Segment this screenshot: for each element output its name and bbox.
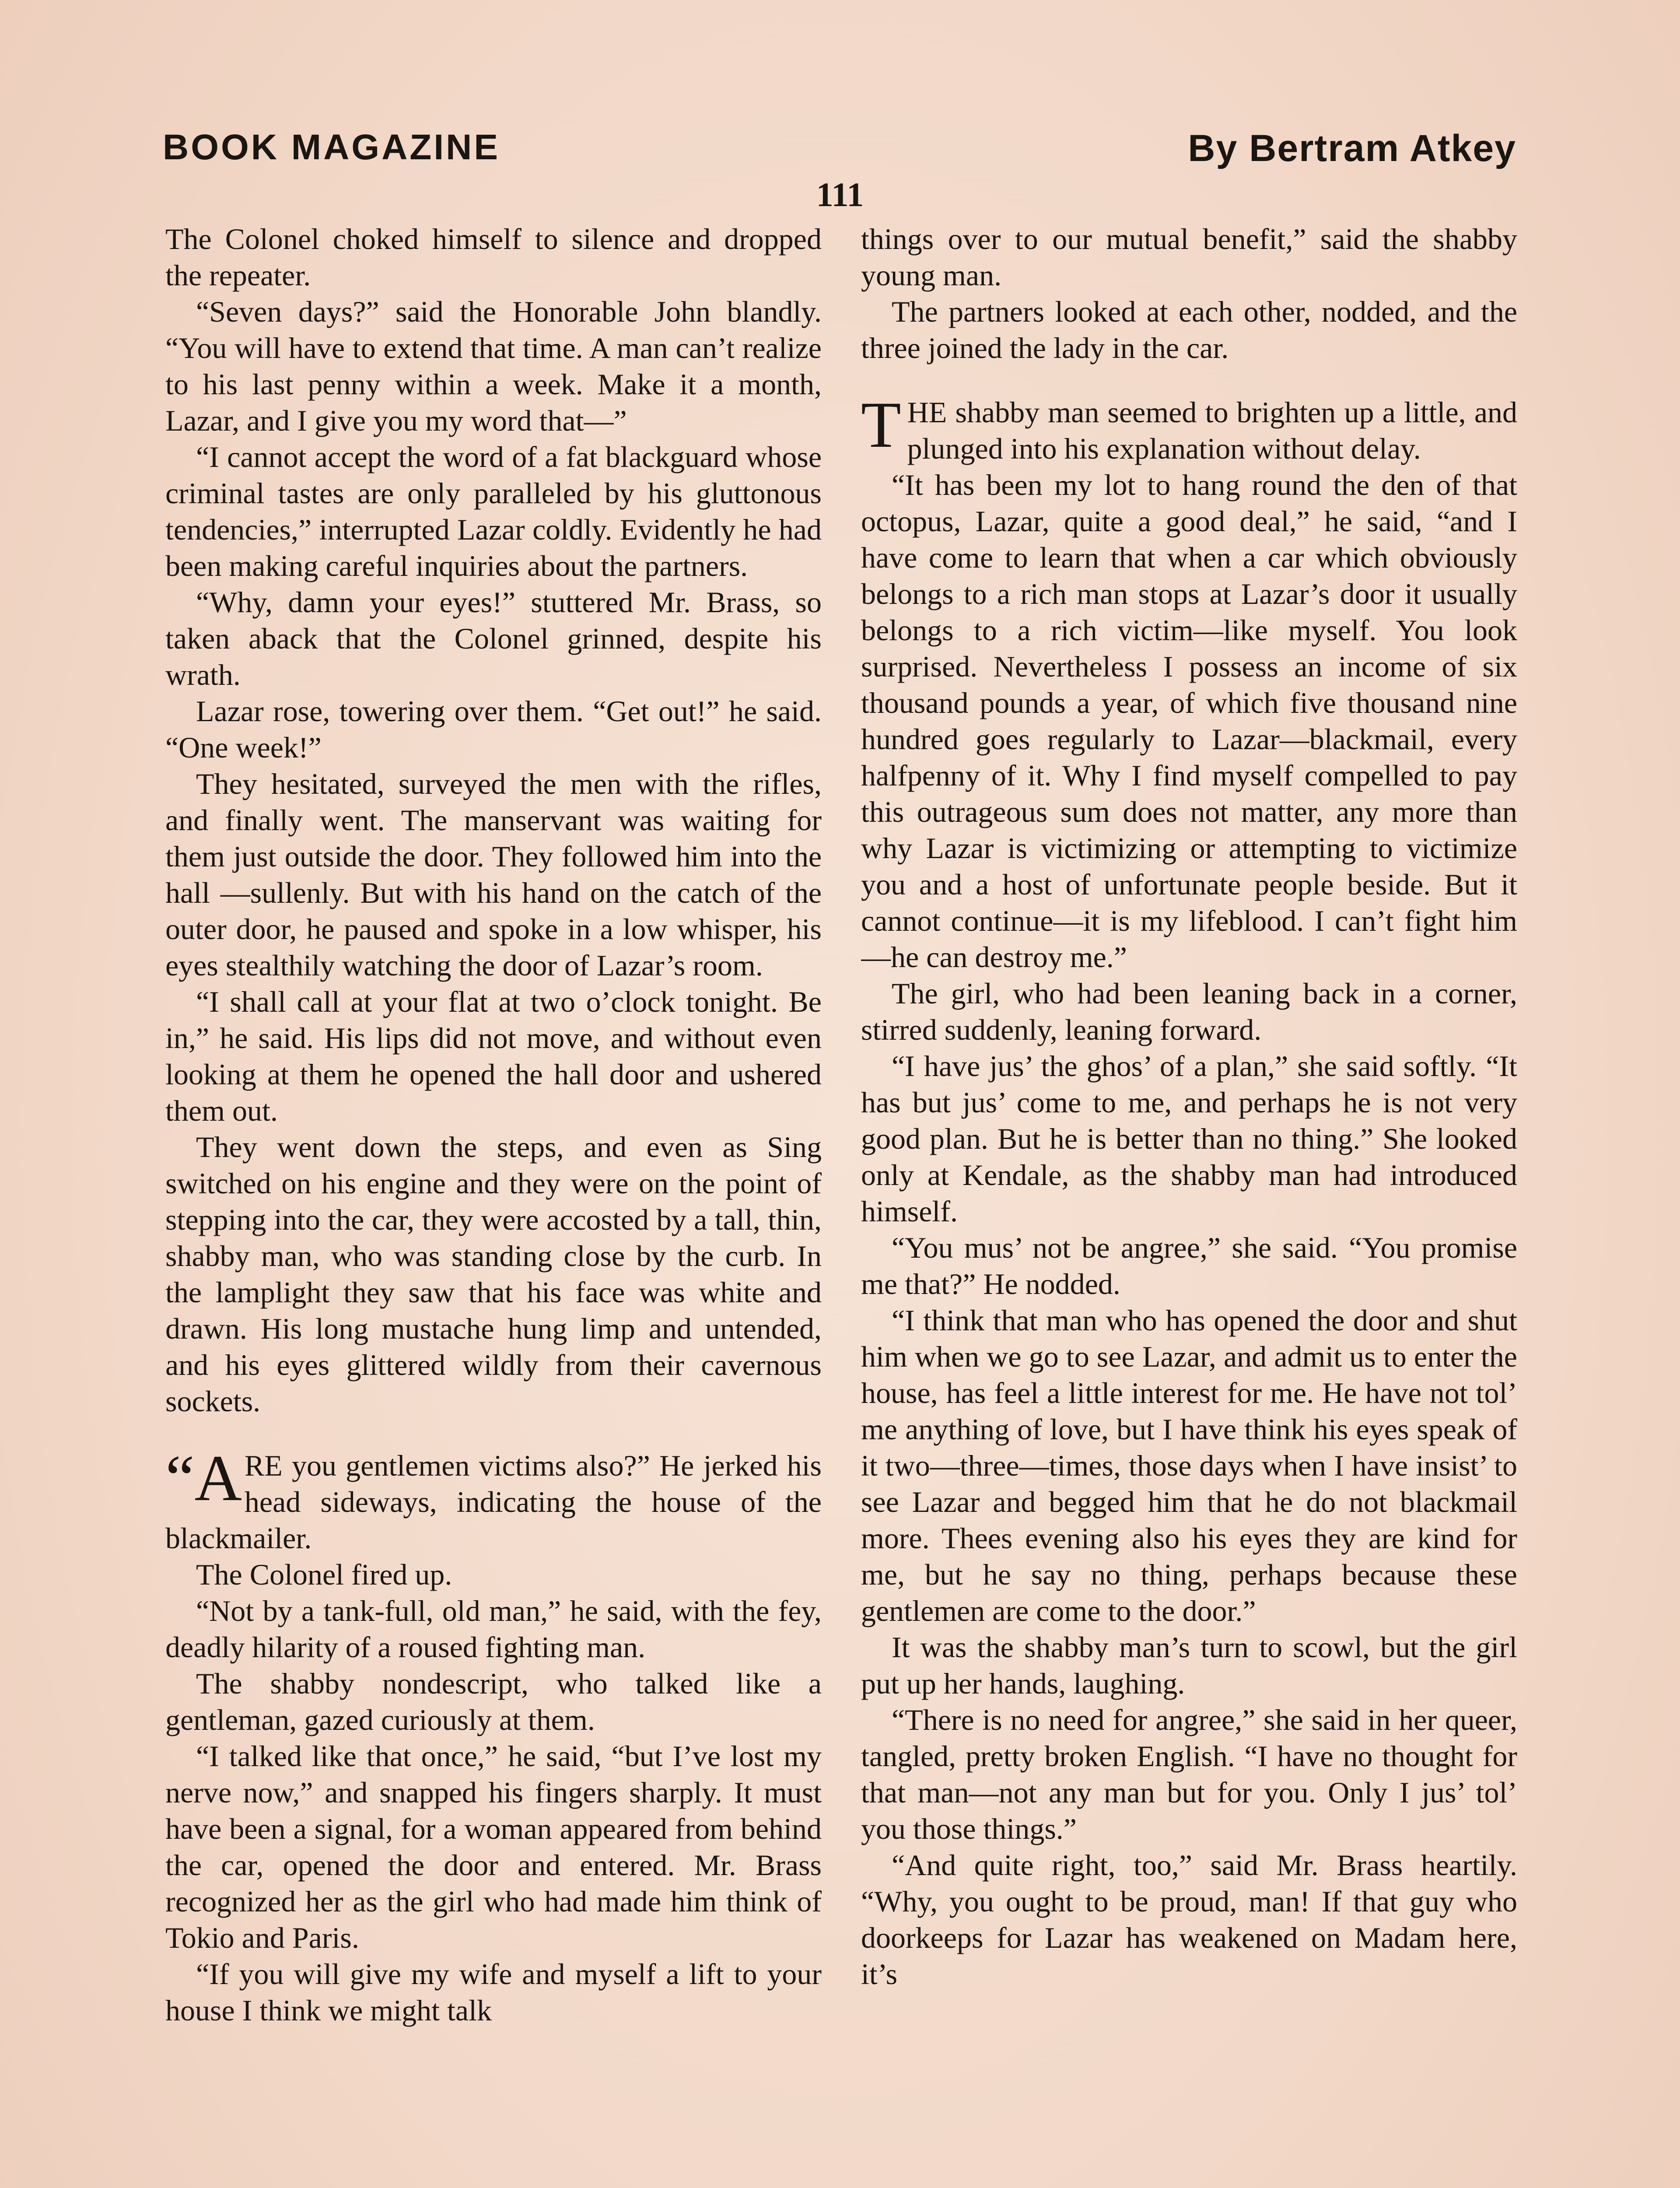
paragraph: They went down the steps, and even as Sing switched on his engine and they were on the point of stepping into the car, they were accosted by a tall, thin, shabby man, who was standing close by the curb. In the lamplight they saw that his face was white and drawn. His long mustache hung limp and untended, and his eyes glittered wildly from their cavernous sockets. xyxy=(165,1130,822,1418)
paragraph: “There is no need for angree,” she said in her queer, tangled, pretty broken English. “I have no thought for that man—not any man but for you. Only I jus’ tol’ you those things.” xyxy=(861,1703,1517,1845)
drop-cap-letter: A xyxy=(194,1442,242,1515)
paragraph: “I shall call at your flat at two o’clock tonight. Be in,” he said. His lips did not move, and without even looking at them he opened the hall door and ushered them out. xyxy=(165,985,822,1127)
paragraph: It was the shabby man’s turn to scowl, but the girl put up her hands, laughing. xyxy=(861,1630,1517,1700)
page-number: 111 xyxy=(816,175,864,214)
drop-cap-quote: “ xyxy=(165,1442,195,1515)
section-opening-paragraph xyxy=(861,389,1517,467)
section-opening-paragraph xyxy=(165,1442,822,1557)
paragraph: “I cannot accept the word of a fat blackguard whose criminal tastes are only paralleled by his gluttonous tendencies,” interrupted Lazar coldly. Evidently he had been making careful inquiries about the partners. xyxy=(165,440,822,582)
paragraph: “Not by a tank-full, old man,” he said, with the fey, deadly hilarity of a roused fighting man. xyxy=(165,1594,822,1664)
running-header-title: BOOK MAGAZINE xyxy=(163,127,500,167)
paragraph: The Colonel choked himself to silence and dropped the repeater. xyxy=(165,222,822,292)
paragraph: “I talked like that once,” he said, “but I’ve lost my nerve now,” and snapped his fingers sharply. It must have been a signal, for a woman appeared from behind the car, opened the door and entered. Mr. Brass recognized her as the girl who had made him think of Tokio and Paris. xyxy=(165,1739,822,1954)
section-text: RE you gentlemen victims also?” He jerked his head sideways, indicating the house of the blackmailer. xyxy=(165,1449,822,1555)
paragraph: “You mus’ not be angree,” she said. “You promise me that?” He nodded. xyxy=(861,1231,1517,1301)
paragraph: “If you will give my wife and myself a lift to your house I think we might talk xyxy=(165,1957,822,2027)
section-text: HE shabby man seemed to brighten up a little, and plunged into his explanation without delay. xyxy=(907,396,1517,465)
paragraph: “I have jus’ the ghos’ of a plan,” she said softly. “It has but jus’ come to me, and perhaps he is not very good plan. But he is better than no thing.” She looked only at Kendale, as the shabby man had introduced himself. xyxy=(861,1049,1517,1228)
paragraph: The girl, who had been leaning back in a corner, stirred suddenly, leaning forward. xyxy=(861,977,1517,1046)
running-header-author: By Bertram Atkey xyxy=(1188,127,1516,169)
left-text-column xyxy=(165,221,822,2188)
paragraph: “It has been my lot to hang round the den of that octopus, Lazar, quite a good deal,” he said, “and I have come to learn that when a car which obviously belongs to a rich man stops at Lazar’s door it usually belongs to a rich victim—like myself. You look surprised. Nevertheless I possess an income of six thousand pounds a year, of which five thousand nine hundred goes regularly to Lazar—blackmail, every halfpenny of it. Why I find myself compelled to pay this outrageous sum does not matter, any more than why Lazar is victimizing or attempting to victimize you and a host of unfortunate people beside. But it cannot continue—it is my lifeblood. I can’t fight him—he can destroy me.” xyxy=(861,468,1517,974)
paragraph: The shabby nondescript, who talked like a gentleman, gazed curiously at them. xyxy=(165,1667,822,1736)
paragraph: “Why, damn your eyes!” stuttered Mr. Brass, so taken aback that the Colonel grinned, despite his wrath. xyxy=(165,586,822,691)
right-text-column xyxy=(861,221,1517,2188)
paragraph: The Colonel fired up. xyxy=(196,1558,452,1591)
paragraph: “Seven days?” said the Honorable John blandly. “You will have to extend that time. A man can’t realize to his last penny within a week. Make it a month, Lazar, and I give you my word that—” xyxy=(165,295,822,437)
drop-cap xyxy=(165,1442,242,1515)
paragraph: The partners looked at each other, nodded, and the three joined the lady in the car. xyxy=(861,295,1517,365)
drop-cap-letter: T xyxy=(861,389,901,461)
paragraph: “And quite right, too,” said Mr. Brass heartily. “Why, you ought to be proud, man! If that guy who doorkeeps for Lazar has weakened on Madam here, it’s xyxy=(861,1848,1517,1991)
paragraph: They hesitated, surveyed the men with the rifles, and finally went. The manservant was waiting for them just outside the door. They followed him into the hall —sullenly. But with his hand on the catch of the outer door, he paused and spoke in a low whisper, his eyes stealthily watching the door of Lazar’s room. xyxy=(165,767,822,982)
paragraph: Lazar rose, towering over them. “Get out!” he said. “One week!” xyxy=(165,694,822,764)
paragraph: things over to our mutual benefit,” said the shabby young man. xyxy=(861,222,1517,292)
paragraph: “I think that man who has opened the door and shut him when we go to see Lazar, and admit us to enter the house, has feel a little interest for me. He have not tol’ me anything of love, but I have think his eyes speak of it two—three—times, those days when I have insist’ to see Lazar and begged him that he do not blackmail more. Thees evening also his eyes they are kind for me, but he say no thing, perhaps because these gentlemen are come to the door.” xyxy=(861,1304,1517,1627)
